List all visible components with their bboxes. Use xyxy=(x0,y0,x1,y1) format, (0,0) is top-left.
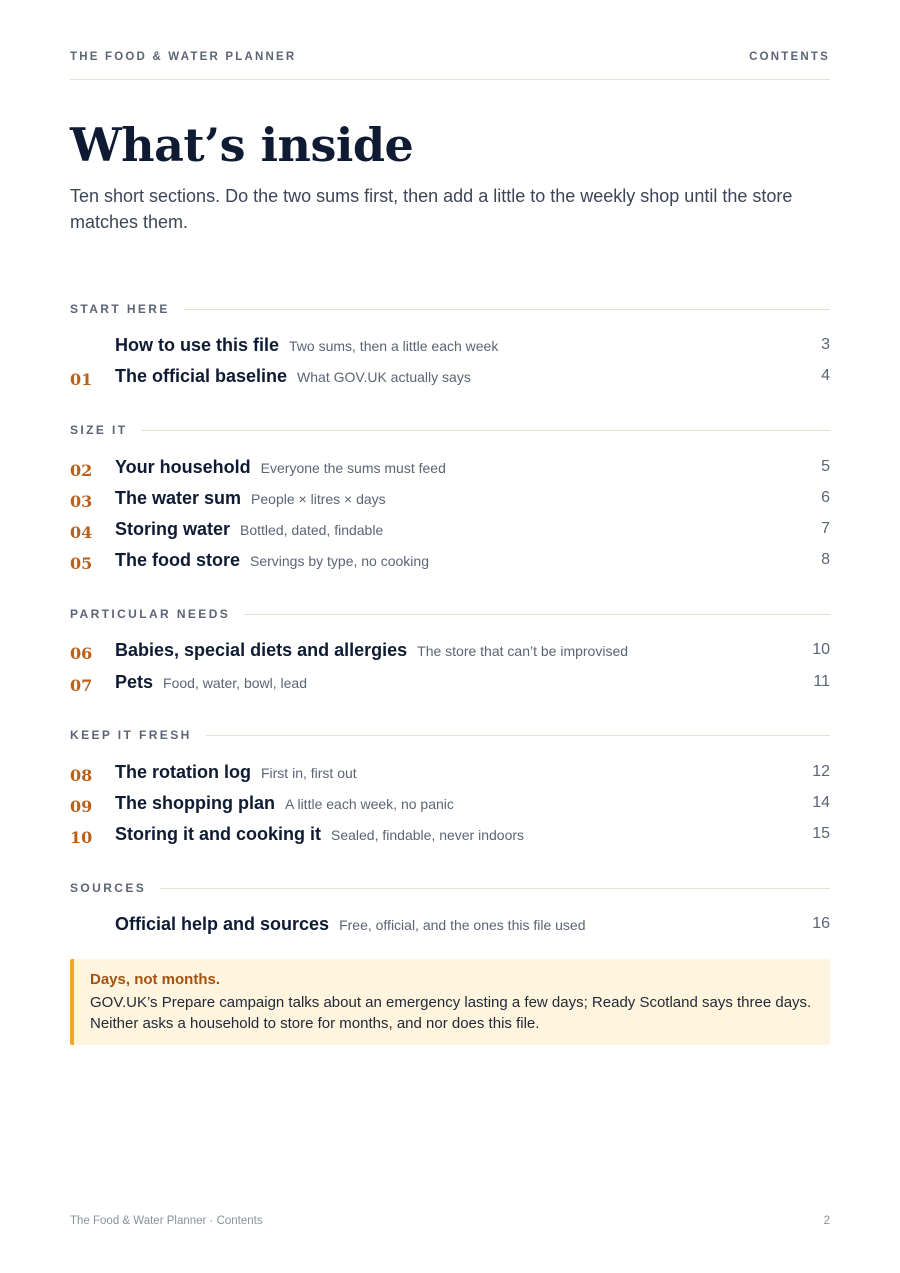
entry-title[interactable]: Official help and sources xyxy=(115,914,330,934)
page-title: What’s inside xyxy=(70,118,414,172)
section-label: START HERE xyxy=(70,302,170,316)
section-divider xyxy=(141,430,830,431)
footer-page-number: 2 xyxy=(823,1215,830,1227)
section-heading-start-here xyxy=(70,301,830,317)
section-label: SOURCES xyxy=(70,881,147,895)
running-footer xyxy=(70,1215,830,1227)
entry-page-number: 8 xyxy=(821,551,830,568)
section-divider xyxy=(206,735,830,736)
entry-description: People × litres × days xyxy=(251,491,386,507)
entry-number: 07 xyxy=(70,676,93,695)
entry-title[interactable]: The rotation log xyxy=(115,762,251,782)
toc-entry-food-store[interactable] xyxy=(70,550,830,576)
entry-description: Everyone the sums must feed xyxy=(260,460,446,476)
entry-page-number: 12 xyxy=(812,763,830,780)
section-label: PARTICULAR NEEDS xyxy=(70,607,231,621)
section-heading-keep-it-fresh xyxy=(70,727,830,743)
entry-page-number: 16 xyxy=(812,915,830,932)
toc-entry-rotation-log[interactable] xyxy=(70,762,830,788)
entry-description: Sealed, findable, never indoors xyxy=(331,827,525,843)
entry-description: Bottled, dated, findable xyxy=(240,522,384,538)
toc-entry-how-to-use[interactable] xyxy=(70,335,830,361)
entry-page-number: 6 xyxy=(821,489,830,506)
section-heading-sources xyxy=(70,880,830,896)
entry-number: 03 xyxy=(70,492,93,511)
toc-entry-official-help[interactable] xyxy=(70,914,830,940)
callout-title: Days, not months. xyxy=(90,971,221,988)
entry-title[interactable]: How to use this file xyxy=(115,335,280,355)
toc-entry-official-baseline[interactable] xyxy=(70,366,830,392)
entry-number: 02 xyxy=(70,461,93,480)
footer-title: The Food & Water Planner · Contents xyxy=(70,1215,263,1227)
callout-body: GOV.UK’s Prepare campaign talks about an emergency lasting a few days; Ready Scotland says three days. Neither asks a household to store for months, and nor does this file. xyxy=(90,994,812,1032)
entry-title[interactable]: Babies, special diets and allergies xyxy=(115,640,408,660)
toc-entry-shopping-plan[interactable] xyxy=(70,793,830,819)
toc-entry-babies-diets[interactable] xyxy=(70,640,830,666)
header-section-name: CONTENTS xyxy=(749,51,830,63)
entry-title[interactable]: Storing it and cooking it xyxy=(115,824,321,844)
entry-page-number: 4 xyxy=(821,367,830,384)
entry-number: 05 xyxy=(70,554,93,573)
header-publication-title: THE FOOD & WATER PLANNER xyxy=(70,51,297,63)
entry-title[interactable]: The food store xyxy=(115,550,240,570)
section-label: SIZE IT xyxy=(70,423,128,437)
section-divider xyxy=(244,614,830,615)
toc-entry-household[interactable] xyxy=(70,457,830,483)
entry-description: Free, official, and the ones this file used xyxy=(339,917,586,933)
entry-title[interactable]: Your household xyxy=(115,457,251,477)
entry-page-number: 14 xyxy=(812,794,830,811)
entry-page-number: 3 xyxy=(821,336,830,353)
entry-title[interactable]: Pets xyxy=(115,672,154,692)
entry-page-number: 10 xyxy=(812,641,830,658)
section-heading-particular-needs xyxy=(70,606,830,622)
entry-title[interactable]: The shopping plan xyxy=(115,793,275,813)
entry-description: Food, water, bowl, lead xyxy=(163,675,308,691)
entry-number: 04 xyxy=(70,523,93,542)
section-divider xyxy=(160,888,830,889)
toc-entry-storing-water[interactable] xyxy=(70,519,830,545)
entry-description: Servings by type, no cooking xyxy=(250,553,429,569)
entry-page-number: 11 xyxy=(813,673,830,690)
entry-title[interactable]: Storing water xyxy=(115,519,231,539)
entry-description: A little each week, no panic xyxy=(285,796,454,812)
intro-paragraph: Ten short sections. Do the two sums first, then add a little to the weekly shop until the store matches them. xyxy=(70,186,793,232)
entry-number: 10 xyxy=(70,828,93,847)
days-not-months-callout xyxy=(70,959,830,1045)
entry-description: The store that can’t be improvised xyxy=(417,643,629,659)
entry-title[interactable]: The official baseline xyxy=(115,366,288,386)
entry-title[interactable]: The water sum xyxy=(115,488,242,508)
entry-description: First in, first out xyxy=(260,765,357,781)
entry-number: 01 xyxy=(70,370,93,389)
entry-page-number: 5 xyxy=(821,458,830,475)
entry-number: 09 xyxy=(70,797,93,816)
entry-description: Two sums, then a little each week xyxy=(289,338,499,354)
entry-page-number: 15 xyxy=(812,825,830,842)
entry-description: What GOV.UK actually says xyxy=(297,369,471,385)
entry-page-number: 7 xyxy=(821,520,830,537)
entry-number: 06 xyxy=(70,644,93,663)
toc-entry-water-sum[interactable] xyxy=(70,488,830,514)
entry-number: 08 xyxy=(70,766,93,785)
toc-entry-pets[interactable] xyxy=(70,672,830,698)
section-label: KEEP IT FRESH xyxy=(70,728,192,742)
running-header xyxy=(70,51,830,80)
section-divider xyxy=(184,309,830,310)
section-heading-size-it xyxy=(70,422,830,438)
toc-entry-storing-cooking[interactable] xyxy=(70,824,830,850)
